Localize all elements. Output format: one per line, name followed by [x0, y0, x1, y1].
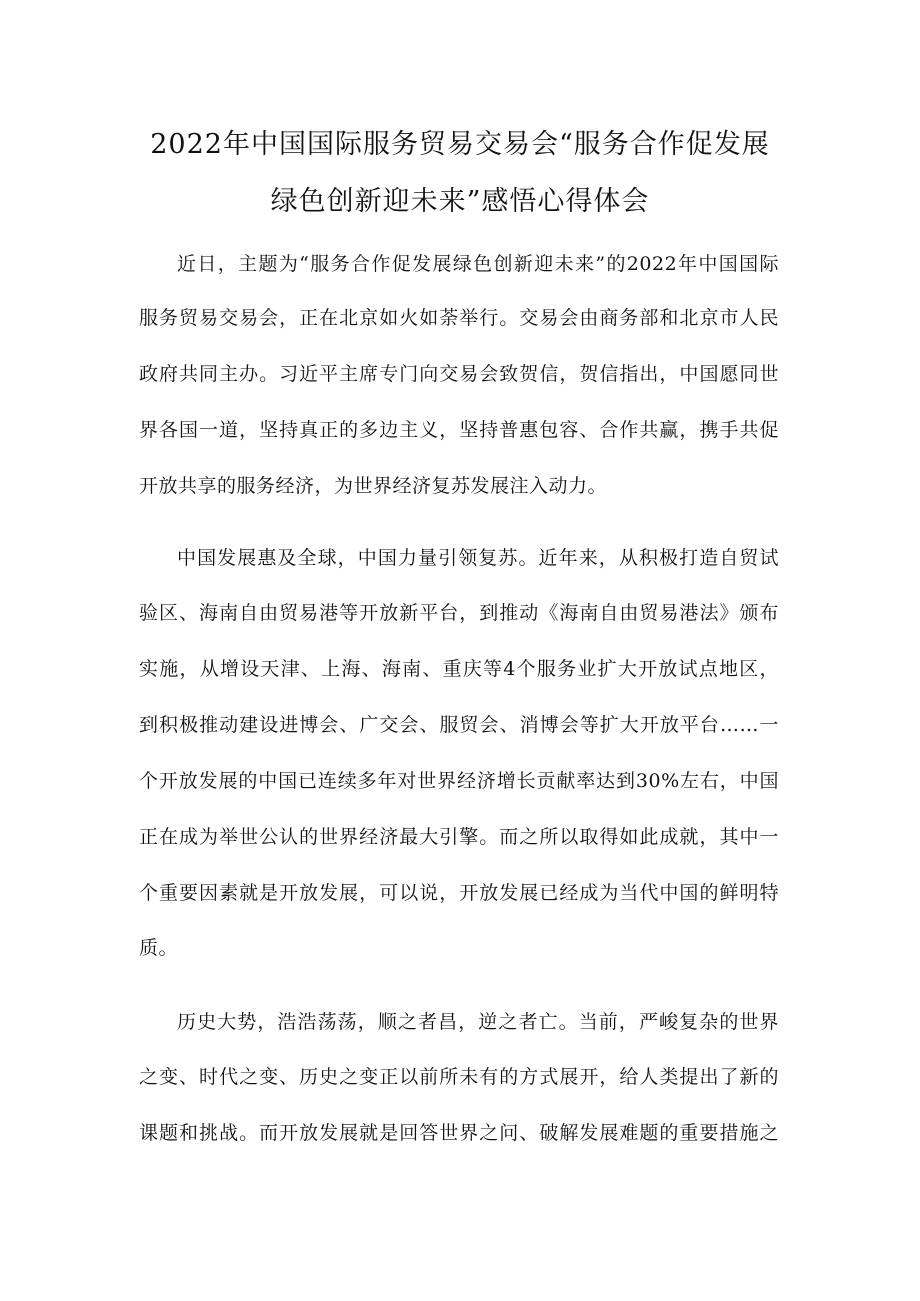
- paragraph-line: 政府共同主办。习近平主席专门向交易会致贺信，贺信指出，中国愿同世: [139, 363, 779, 385]
- paragraph-line: 到积极推动建设进博会、广交会、服贸会、消博会等扩大开放平台……一: [139, 714, 779, 736]
- paragraph-line: 验区、海南自由贸易港等开放新平台，到推动《海南自由贸易港法》颁布: [139, 602, 779, 624]
- paragraph-line: 服务贸易交易会，正在北京如火如荼举行。交易会由商务部和北京市人民: [139, 307, 779, 329]
- paragraph-line: 实施，从增设天津、上海、海南、重庆等4个服务业扩大开放试点地区，: [139, 658, 779, 680]
- paragraph-line: 课题和挑战。而开放发展就是回答世界之问、破解发展难题的重要措施之: [139, 1122, 779, 1144]
- paragraph-line: 质。: [139, 937, 179, 959]
- document-title-line-2: 绿色创新迎未来”感悟心得体会: [270, 186, 650, 217]
- paragraph-line: 开放共享的服务经济，为世界经济复苏发展注入动力。: [139, 475, 608, 497]
- paragraph-line: 正在成为举世公认的世界经济最大引擎。而之所以取得如此成就，其中一: [139, 826, 779, 848]
- paragraph-line: 近日，主题为“服务合作促发展绿色创新迎未来”的2022年中国国际: [177, 253, 779, 275]
- paragraph-line: 之变、时代之变、历史之变正以前所未有的方式展开，给人类提出了新的: [139, 1066, 779, 1088]
- paragraph-line: 历史大势，浩浩荡荡，顺之者昌，逆之者亡。当前，严峻复杂的世界: [177, 1011, 779, 1033]
- paragraph-line: 个开放发展的中国已连续多年对世界经济增长贡献率达到30%左右，中国: [139, 770, 779, 792]
- paragraph-line: 中国发展惠及全球，中国力量引领复苏。近年来，从积极打造自贸试: [177, 547, 779, 569]
- paragraph-line: 界各国一道，坚持真正的多边主义，坚持普惠包容、合作共赢，携手共促: [139, 419, 779, 441]
- paragraph-line: 个重要因素就是开放发展，可以说，开放发展已经成为当代中国的鲜明特: [139, 882, 779, 904]
- document-title-line-1: 2022年中国国际服务贸易交易会“服务合作促发展: [150, 129, 770, 160]
